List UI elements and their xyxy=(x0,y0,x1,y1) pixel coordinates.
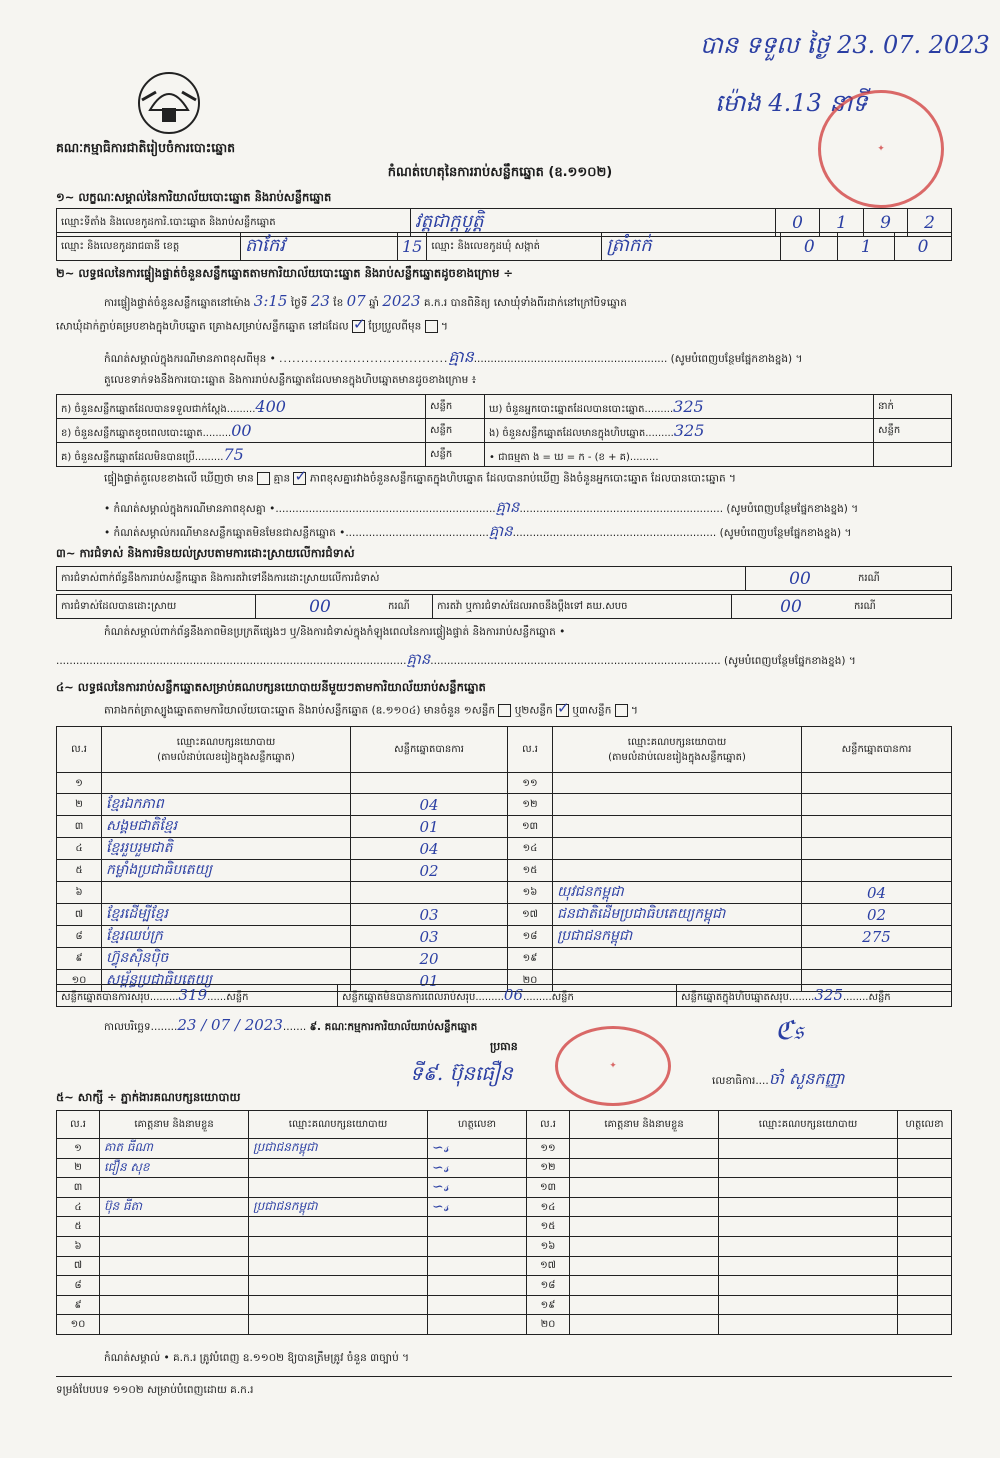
results-row xyxy=(57,860,952,882)
results-table xyxy=(56,726,952,992)
date-line: កាលបរិច្ឆេទ........23 / 07 / 2023....... ៩. គណៈកម្មការការិយាល័យរាប់សន្លឹកឆ្នោត xyxy=(104,1016,478,1034)
party-votes: 02 xyxy=(351,860,508,882)
witness-row: ១ គាត ធីណា ប្រជាជនកម្ពុជា ∽𝓈 ១១ xyxy=(57,1139,952,1159)
party-name: ខ្មែរឈប់ក្រ xyxy=(102,926,351,948)
witness-signature xyxy=(428,1295,527,1315)
party-votes xyxy=(802,816,952,838)
party-votes xyxy=(802,838,952,860)
witness-party xyxy=(249,1217,428,1237)
party-name xyxy=(553,773,802,794)
witness-row: ៥ ១៥ xyxy=(57,1217,952,1237)
party-name: ហ៊្វុនស៊ិនប៉ិច xyxy=(102,948,351,970)
party-name: ខ្មែរដើម្បីខ្មែរ xyxy=(102,904,351,926)
witness-row: ៧ ១៧ xyxy=(57,1256,952,1276)
official-stamp: ✦ xyxy=(818,90,944,208)
witness-signature xyxy=(428,1276,527,1296)
party-no: ១១ xyxy=(508,773,553,794)
party-name xyxy=(553,838,802,860)
party-no: ៩ xyxy=(57,948,102,970)
footer-divider xyxy=(56,1376,952,1377)
results-row xyxy=(57,882,952,904)
verification-year: 2023 xyxy=(382,292,421,310)
totals-table xyxy=(56,984,952,1007)
tally-3-sheets-checkbox[interactable] xyxy=(615,704,628,717)
chair-title: ប្រធាន xyxy=(490,1040,518,1053)
witness-row: ១០ ២០ xyxy=(57,1315,952,1335)
party-name: ជនជាតិដើមប្រជាធិបតេយ្យកម្ពុជា xyxy=(553,904,802,926)
witness-name: គាត ធីណា xyxy=(100,1139,249,1159)
witness-party xyxy=(249,1158,428,1178)
seal-line: សោឃុំដាក់ភ្ជាប់គម្របខាងក្នុងហិបឆ្នោត គ្រោងសម្រាប់សន្លឹកឆ្នោត នៅដដែល ✓ ប្រែប្រួលពីមុន ។ xyxy=(56,320,448,336)
party-no: ១៤ xyxy=(508,838,553,860)
witness-signature: ∽𝓈 xyxy=(428,1197,527,1217)
figure-row: ក) ចំនួនសន្លឹកឆ្នោតដែលបានទទួលជាក់ស្តែង.........400 សន្លឹក ឃ) ចំនួនអ្នកបោះឆ្នោតដែលបានបោះឆ្នោត.........325 នាក់ xyxy=(57,395,952,419)
witness-name xyxy=(100,1236,249,1256)
footnote: កំណត់សម្គាល់ • គ.ក.រ ត្រូវបំពេញ ឧ.១១០២ ឱ្យបានត្រឹមត្រូវ ចំនួន ៣ច្បាប់ ។ xyxy=(104,1352,409,1364)
results-row xyxy=(57,794,952,816)
party-name: ខ្មែររួបរួមជាតិ xyxy=(102,838,351,860)
verification-line: ការផ្ទៀងផ្ទាត់ចំនួនសន្លឹកឆ្នោតនៅម៉ោង 3:15 ថ្ងៃទី 23 ខែ 07 ឆ្នាំ 2023 គ.ក.រ បានពិនិត្យ សោឃុំទាំងពីរដាក់នៅក្រៅបិទឆ្នោត xyxy=(104,292,627,310)
witness-row: ៩ ១៩ xyxy=(57,1295,952,1315)
party-name xyxy=(102,773,351,794)
party-no: ២ xyxy=(57,794,102,816)
received-annotation: បាន ទទួល ថ្ងៃ 23. 07. 2023 xyxy=(700,31,990,59)
party-votes: 04 xyxy=(802,882,952,904)
seal-changed-checkbox[interactable] xyxy=(425,320,438,333)
witness-signature xyxy=(428,1236,527,1256)
irregularity-note-line: កំណត់សម្គាល់ពាក់ព័ន្ធនឹងភាពមិនប្រក្រតីផ្សេងៗ ឬ/និងការជំទាស់ក្នុងកំឡុងពេលនៃការផ្ទៀងផ្ទាត់ និងការរាប់សន្លឹកឆ្នោត • xyxy=(104,626,566,638)
party-no: ៥ xyxy=(57,860,102,882)
witness-name xyxy=(100,1217,249,1237)
col-no: ល.រ xyxy=(57,727,102,773)
party-no: ១៦ xyxy=(508,882,553,904)
party-votes: 04 xyxy=(351,794,508,816)
party-votes xyxy=(351,882,508,904)
party-votes: 01 xyxy=(351,970,508,992)
witness-party xyxy=(249,1178,428,1198)
witness-name xyxy=(100,1256,249,1276)
party-no: ១៨ xyxy=(508,926,553,948)
party-name: យុវជនកម្ពុជា xyxy=(553,882,802,904)
ballot-figures-table xyxy=(56,394,952,467)
appeal-label: ការតវ៉ា ឬការជំទាស់ដែលអាចនឹងប្ដឹងទៅ គឃ.សបច xyxy=(433,595,732,619)
witness-party xyxy=(249,1295,428,1315)
verification-time: 3:15 xyxy=(253,292,288,310)
party-name: ខ្មែរឯកភាព xyxy=(102,794,351,816)
section-2-title: ២~ លទ្ធផលនៃការផ្ទៀងផ្ទាត់ចំនួនសន្លឹកឆ្នោតតាមការិយាល័យបោះឆ្នោត និងរាប់សន្លឹកឆ្នោតដូចខាងក្រោម ÷ xyxy=(56,266,514,280)
party-votes: 03 xyxy=(351,926,508,948)
form-footer: ទម្រង់បែបបទ ១១០២ សម្រាប់បំពេញដោយ គ.ក.រ xyxy=(56,1384,254,1396)
tally-1-sheet-checkbox[interactable] xyxy=(498,704,511,717)
figure-label-left: ក) ចំនួនសន្លឹកឆ្នោតដែលបានទទួលជាក់ស្តែង.........400 xyxy=(57,395,426,419)
col-party: ឈ្មោះគណបក្សនយោបាយ (តាមលំដាប់លេខរៀងក្នុងសន្លឹកឆ្នោត) xyxy=(102,727,351,773)
province-label: ឈ្មោះ និងលេខកូដរាជធានី ខេត្ត xyxy=(57,233,241,261)
col-votes-2: សន្លឹកឆ្នោតបានការ xyxy=(802,727,952,773)
witness-row: ៤ ប៊ុន ធីតា ប្រជាជនកម្ពុជា ∽𝓈 ១៤ xyxy=(57,1197,952,1217)
party-no: ១០ xyxy=(57,970,102,992)
party-name xyxy=(553,794,802,816)
party-name: សង្គមជាតិខ្មែរ xyxy=(102,816,351,838)
resolved-count: 00 xyxy=(256,595,385,619)
party-no: ១៣ xyxy=(508,816,553,838)
party-votes: 275 xyxy=(802,926,952,948)
discrepancy-note-line: • កំណត់សម្គាល់ក្នុងករណីមានភាពខុសគ្នា •..................................................................គ្មាន............................................................. (សូមបំពេញបន្ថែមផ្នែកខាងខ្នង) ។ xyxy=(104,498,859,516)
party-votes xyxy=(802,794,952,816)
party-name: កម្លាំងប្រជាធិបតេយ្យ xyxy=(102,860,351,882)
resolved-label: ការជំទាស់ដែលបានដោះស្រាយ xyxy=(57,595,256,619)
signing-date: 23 / 07 / 2023 xyxy=(177,1016,283,1034)
party-no: ២០ xyxy=(508,970,553,992)
witness-name: ប៊ុន ធីតា xyxy=(100,1197,249,1217)
party-votes xyxy=(351,773,508,794)
commune-code-1: 0 xyxy=(781,233,838,261)
col-no-2: ល.រ xyxy=(508,727,553,773)
witness-party xyxy=(249,1236,428,1256)
page-title: កំណត់ហេតុនៃការរាប់សន្លឹកឆ្នោត (ឧ.១១០២) xyxy=(387,165,613,180)
objections-table-2: ការជំទាស់ដែលបានដោះស្រាយ 00 ករណី ការតវ៉ា ឬការជំទាស់ដែលអាចនឹងប្ដឹងទៅ គឃ.សបច 00 ករណី xyxy=(56,594,952,619)
party-votes xyxy=(802,860,952,882)
party-name xyxy=(553,860,802,882)
witness-party: ប្រជាជនកម្ពុជា xyxy=(249,1197,428,1217)
witness-name xyxy=(100,1276,249,1296)
witness-name xyxy=(100,1315,249,1335)
party-votes: 03 xyxy=(351,904,508,926)
figures-intro: តួលេខទាក់ទងនឹងការបោះឆ្នោត និងការរាប់សន្លឹកឆ្នោតដែលមានក្នុងហិបឆ្នោតមានដូចខាងក្រោម ៖ xyxy=(104,374,477,386)
witness-signature: ∽𝓈 xyxy=(428,1158,527,1178)
total-in-box: សន្លឹកឆ្នោតក្នុងហិបឆ្នោតសរុប........325........សន្លឹក xyxy=(677,985,952,1007)
party-votes xyxy=(802,773,952,794)
commune-code-3: 0 xyxy=(895,233,952,261)
party-name: ប្រជាជនកម្ពុជា xyxy=(553,926,802,948)
party-no: ៣ xyxy=(57,816,102,838)
party-no: ៦ xyxy=(57,882,102,904)
witness-name xyxy=(100,1295,249,1315)
commune-code-2: 1 xyxy=(838,233,895,261)
party-name xyxy=(102,882,351,904)
witness-party xyxy=(249,1315,428,1335)
secretary-signature: ℭ𝔰 xyxy=(775,1016,804,1046)
party-name: សម្ព័ន្ធប្រជាធិបតេយ្យ xyxy=(102,970,351,992)
witness-row: ៣ ∽𝓈 ១៣ xyxy=(57,1178,952,1198)
irregularity-note-fill: .........................................................................................................គ្មាន....................................................................................... (សូមបំពេញបន្ថែមផ្នែកខាងខ្នង) ។ xyxy=(56,650,856,668)
results-row xyxy=(57,904,952,926)
party-votes: 20 xyxy=(351,948,508,970)
witness-party: ប្រជាជនកម្ពុជា xyxy=(249,1139,428,1159)
witness-row: ៦ ១៦ xyxy=(57,1236,952,1256)
figure-row: គ) ចំនួនសន្លឹកឆ្នោតដែលមិនបានប្រើ.........75 សន្លឹក • ជាធម្មតា ង = ឃ = ក - (ខ + គ)......... xyxy=(57,443,952,467)
province-table xyxy=(56,232,952,261)
witness-name: ជឿន សុខ xyxy=(100,1158,249,1178)
secretary-line: លេខាធិការ....ចាំ សួនកញ្ញា xyxy=(712,1069,845,1088)
figure-label-right: ង) ចំនួនសន្លឹកឆ្នោតដែលមានក្នុងហិបឆ្នោត.........325 xyxy=(485,419,874,443)
party-no: ១ xyxy=(57,773,102,794)
province-code: 15 xyxy=(398,233,427,261)
figure-label-right: • ជាធម្មតា ង = ឃ = ក - (ខ + គ)......... xyxy=(485,443,874,467)
section-1-title: ១~ លក្ខណៈសម្គាល់នៃការិយាល័យបោះឆ្នោត និងរាប់សន្លឹកឆ្នោត xyxy=(56,190,332,204)
commune-value: ត្រាំកក់ xyxy=(602,233,781,261)
verification-month: 07 xyxy=(346,292,366,310)
verification-day: 23 xyxy=(310,292,330,310)
received-time-annotation: ម៉ោង 4.13 នាទី xyxy=(715,89,868,117)
party-name xyxy=(553,948,802,970)
party-no: ១៩ xyxy=(508,948,553,970)
difference-no-checkbox[interactable] xyxy=(293,472,306,485)
station-label: ឈ្មោះទីតាំង និងលេខកូដការិ.បោះឆ្នោត និងរាប់សន្លឹកឆ្នោត xyxy=(57,209,411,237)
seal-intact-checkbox[interactable] xyxy=(352,320,365,333)
party-no: ៨ xyxy=(57,926,102,948)
secretary-name: ចាំ សួនកញ្ញា xyxy=(768,1069,845,1088)
witness-table: ល.រ គោត្តនាម និងនាមខ្លួន ឈ្មោះគណបក្សនយោបាយ ហត្ថលេខា ល.រ គោត្តនាម និងនាមខ្លួន ឈ្មោះគណបក្សនយោបាយ ហត្ថលេខា ១ គាត ធីណា ប្រជាជនកម្ពុជា ∽𝓈 ១១ ២ ជឿន សុខ ∽𝓈 ១២ ៣ ∽𝓈 ១៣ ៤ ប៊ុន ធីតា ប្រជាជនកម្ពុជា ∽𝓈 ១៤ ៥ ១៥ ៦ ១៦ ៧ ១៧ ៨ ១៨ ៩ ១៩ ១០ ២០ xyxy=(56,1110,952,1335)
objection-label: ការជំទាស់ពាក់ព័ន្ធនឹងការរាប់សន្លឹកឆ្នោត និងការតវ៉ាទៅនឹងការដោះស្រាយលើការជំទាស់ xyxy=(57,567,746,591)
witness-row: ៨ ១៨ xyxy=(57,1276,952,1296)
figure-label-left: ខ) ចំនួនសន្លឹកឆ្នោតខូចពេលបោះឆ្នោត.........00 xyxy=(57,419,426,443)
difference-yes-checkbox[interactable] xyxy=(257,472,270,485)
station-code-4: 2 xyxy=(908,209,952,237)
results-row xyxy=(57,948,952,970)
party-no: ១៧ xyxy=(508,904,553,926)
witness-signature: ∽𝓈 xyxy=(428,1139,527,1159)
section-4-title: ៤~ លទ្ធផលនៃការរាប់សន្លឹកឆ្នោតសម្រាប់គណបក្សនយោបាយនីមួយៗតាមការិយាល័យរាប់សន្លឹកឆ្នោត xyxy=(56,680,486,694)
witness-signature xyxy=(428,1217,527,1237)
total-valid: សន្លឹកឆ្នោតបានការសរុប.........319......សន្លឹក xyxy=(57,985,338,1007)
figure-row: ខ) ចំនួនសន្លឹកឆ្នោតខូចពេលបោះឆ្នោត.........00 សន្លឹក ង) ចំនួនសន្លឹកឆ្នោតដែលមានក្នុងហិបឆ្នោត.........325 សន្លឹក xyxy=(57,419,952,443)
witness-party xyxy=(249,1276,428,1296)
objection-unit: ករណី xyxy=(854,567,952,591)
station-code-3: 9 xyxy=(864,209,908,237)
province-value: តាកែវ xyxy=(241,233,398,261)
party-votes: 02 xyxy=(802,904,952,926)
section-5-title: ៥~ សាក្សី ÷ ភ្នាក់ងារគណបក្សនយោបាយ xyxy=(56,1090,241,1104)
objections-table-1 xyxy=(56,566,952,591)
col-votes: សន្លឹកឆ្នោតបានការ xyxy=(351,727,508,773)
objection-count: 00 xyxy=(746,567,855,591)
invalid-ballot-note-line: • កំណត់សម្គាល់ករណីមានសន្លឹកឆ្នោតមិនមែនជាសន្លឹកឆ្នោត •...........................................គ្មាន............................................................. (សូមបំពេញបន្ថែមផ្នែកខាងខ្នង) ។ xyxy=(104,522,852,540)
chair-name: ទី៩. ប៊ុនធឿន xyxy=(410,1061,513,1085)
witness-signature xyxy=(428,1256,527,1276)
party-no: ១២ xyxy=(508,794,553,816)
results-row xyxy=(57,816,952,838)
figure-label-right: ឃ) ចំនួនអ្នកបោះឆ្នោតដែលបានបោះឆ្នោត.........325 xyxy=(485,395,874,419)
difference-note-line: កំណត់សម្គាល់ក្នុងករណីមានភាពខុសពីមុន • .......................................គ្មាន.......................................................... (សូមបំពេញបន្ថែមផ្នែកខាងខ្នង) ។ xyxy=(104,347,803,366)
party-votes: 01 xyxy=(351,816,508,838)
figure-label-left: គ) ចំនួនសន្លឹកឆ្នោតដែលមិនបានប្រើ.........75 xyxy=(57,443,426,467)
difference-note-value: គ្មាន xyxy=(448,347,474,366)
total-invalid: សន្លឹកឆ្នោតមិនបានការពេលរាប់សរុប.........06.........សន្លឹក xyxy=(338,985,677,1007)
station-code-2: 1 xyxy=(820,209,864,237)
results-row xyxy=(57,926,952,948)
results-row xyxy=(57,773,952,794)
nec-logo-icon xyxy=(132,70,206,136)
party-votes xyxy=(802,948,952,970)
station-value: វត្តជាក្ដបូត្តិ xyxy=(411,209,776,237)
difference-check-line: ផ្ទៀងផ្ទាត់តួលេខខាងលើ ឃើញថា មាន គ្មាន ✓ ភាពខុសគ្នារវាងចំនួនសន្លឹកឆ្នោតក្នុងហិបឆ្នោត ដែលបានរាប់ឃើញ និងចំនួនអ្នកបោះឆ្នោត ដែលបានបោះឆ្នោត ។ xyxy=(104,472,736,488)
tally-sheets-line: តារាងកត់ត្រាស្បូងឆ្នោតតាមការិយាល័យបោះឆ្នោត និងរាប់សន្លឹកឆ្នោត (ឧ.១១០៤) មានចំនួន ១សន្លឹក ឬ២សន្លឹក ✓ ឬ៣សន្លឹក ។ xyxy=(104,704,638,720)
party-votes: 04 xyxy=(351,838,508,860)
witness-signature xyxy=(428,1315,527,1335)
section-3-title: ៣~ ការជំទាស់ និងការមិនយល់ស្របតាមការដោះស្រាយលើការជំទាស់ xyxy=(56,546,355,560)
witness-signature: ∽𝓈 xyxy=(428,1178,527,1198)
station-code-1: 0 xyxy=(776,209,820,237)
witness-name xyxy=(100,1178,249,1198)
col-party-2: ឈ្មោះគណបក្សនយោបាយ (តាមលំដាប់លេខរៀងក្នុងសន្លឹកឆ្នោត) xyxy=(553,727,802,773)
party-no: ១៥ xyxy=(508,860,553,882)
witness-party xyxy=(249,1256,428,1276)
committee-stamp: ✦ xyxy=(555,1026,671,1106)
party-name xyxy=(553,816,802,838)
commune-label: ឈ្មោះ និងលេខកូដឃុំ សង្កាត់ xyxy=(427,233,602,261)
witness-row: ២ ជឿន សុខ ∽𝓈 ១២ xyxy=(57,1158,952,1178)
party-no: ៧ xyxy=(57,904,102,926)
tally-2-sheets-checkbox[interactable] xyxy=(556,704,569,717)
results-row xyxy=(57,838,952,860)
appeal-count: 00 xyxy=(732,595,851,619)
org-name: គណៈកម្មាធិការជាតិរៀបចំការបោះឆ្នោត xyxy=(56,140,236,155)
party-no: ៤ xyxy=(57,838,102,860)
